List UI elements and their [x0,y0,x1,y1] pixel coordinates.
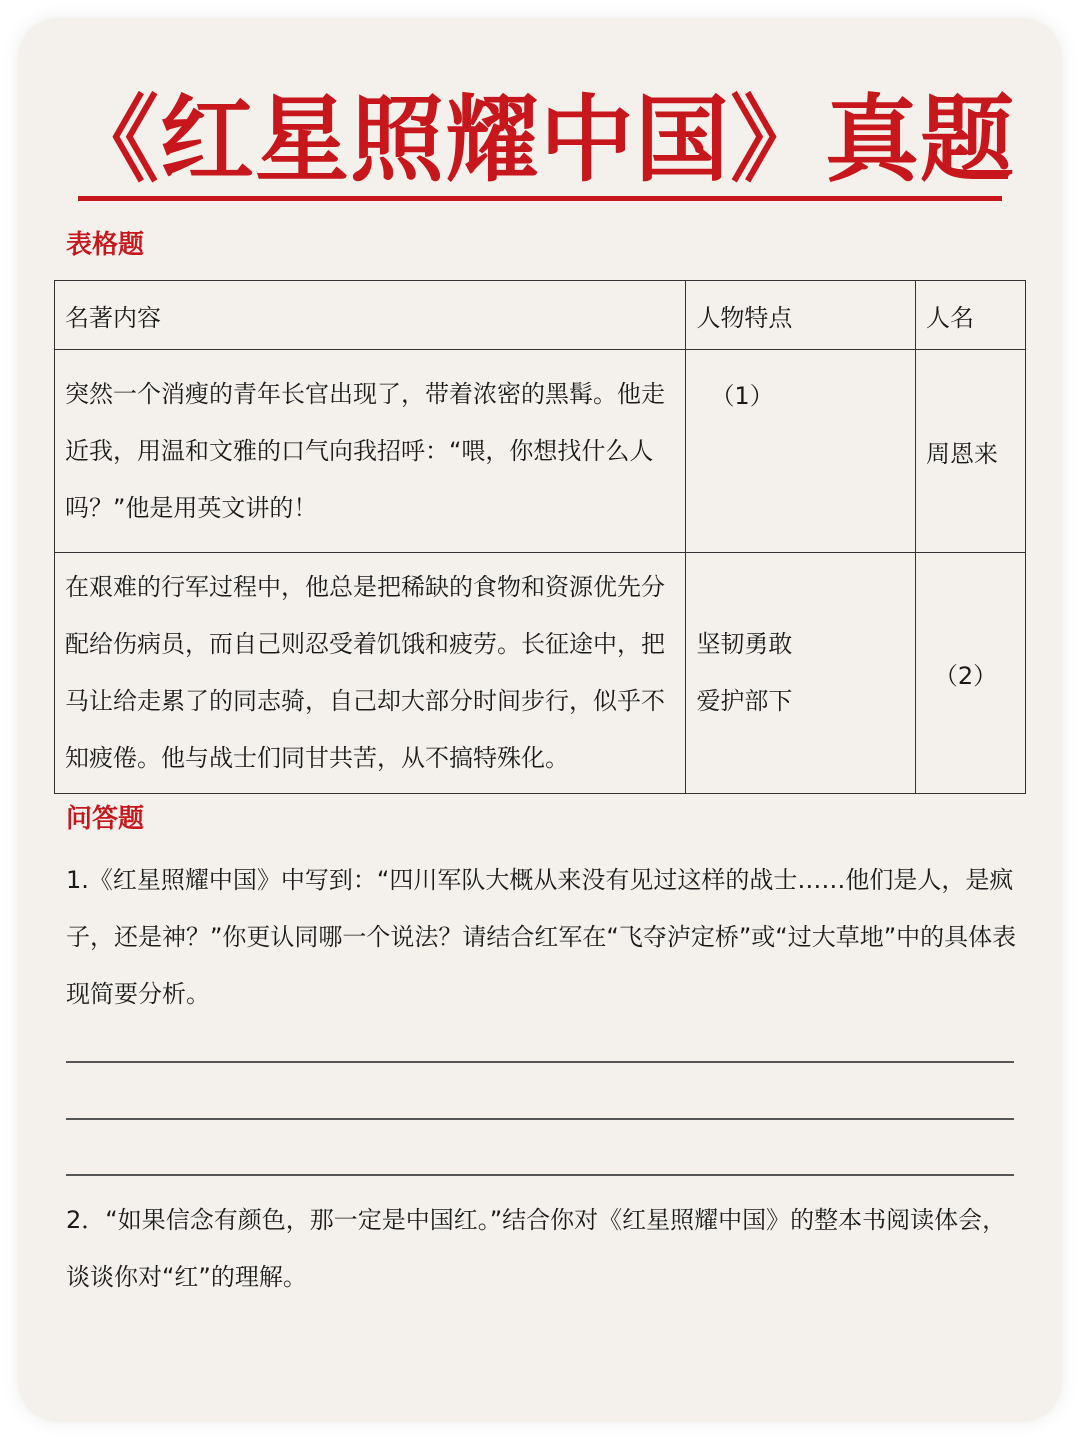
table-header-row [55,281,1026,350]
row2-trait-1: 坚韧勇敢 [696,630,793,658]
question-2: 2．“如果信念有颜色，那一定是中国红。”结合你对《红星照耀中国》的整本书阅读体会，谈谈你对“红”的理解。 [66,1206,1007,1291]
qa-section-heading: 问答题 [66,804,145,834]
answer-line[interactable] [66,1118,1014,1120]
table-section-heading: 表格题 [66,230,145,260]
answer-line[interactable] [66,1174,1014,1176]
row2-name-blank[interactable]: （2） [916,553,1026,794]
answer-line[interactable] [66,1061,1014,1063]
title-underline [78,196,1002,201]
row2-content: 在艰难的行军过程中，他总是把稀缺的食物和资源优先分配给伤病员，而自己则忍受着饥饿和疲劳。长征途中，把马让给走累了的同志骑，自己却大部分时间步行，似乎不知疲倦。他与战士们同甘共苦，从不搞特殊化。 [55,553,686,794]
row1-name: 周恩来 [916,350,1026,553]
row1-trait-blank[interactable]: （1） [686,350,916,553]
header-trait: 人物特点 [686,281,916,350]
worksheet-page [18,18,1062,1422]
row2-trait-2: 爱护部下 [696,687,793,715]
header-name: 人名 [916,281,1026,350]
question-1: 1.《红星照耀中国》中写到：“四川军队大概从来没有见过这样的战士……他们是人，是疯子，还是神？”你更认同哪一个说法？请结合红军在“飞夺泸定桥”或“过大草地”中的具体表现简要分析。 [66,866,1017,1008]
table-row [55,553,1026,794]
header-content: 名著内容 [55,281,686,350]
question-table [54,280,1026,794]
row1-content: 突然一个消瘦的青年长官出现了，带着浓密的黑髯。他走近我，用温和文雅的口气向我招呼：“喂，你想找什么人吗？”他是用英文讲的！ [55,350,686,553]
page-title: 《红星照耀中国》真题 [64,86,1015,195]
table-row [55,350,1026,553]
row2-traits [686,553,916,794]
